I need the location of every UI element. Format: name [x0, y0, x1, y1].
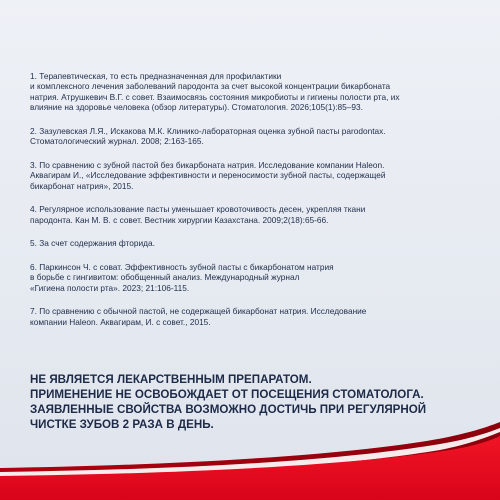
footnote-line: 3. По сравнению с зубной пастой без бикарбоната натрия. Исследование компании Haleon.: [30, 159, 385, 170]
footnote-3: [30, 160, 475, 191]
footnote-line: 4. Регулярное использование пасты уменьшает кровоточивость десен, укрепляя ткани: [30, 204, 366, 215]
footnote-1: [30, 71, 475, 113]
red-wave-decoration: [0, 420, 500, 500]
footnote-4: [30, 204, 475, 225]
footnote-2: [30, 126, 475, 147]
footnote-line: Аквагирам И., «Исследование эффективности и переносимости зубной пасты, содержащей: [30, 170, 386, 181]
footnote-5: [30, 238, 475, 248]
footnote-line: пародонта. Кан М. В. с совет. Вестник хирургии Казахстана. 2009;2(18):65-66.: [30, 214, 329, 225]
footnote-line: в борьбе с гингивитом: обобщенный анализ. Международный журнал: [30, 272, 300, 283]
disclaimer-line: НЕ ЯВЛЯЕТСЯ ЛЕКАРСТВЕННЫМ ПРЕПАРАТОМ.: [30, 373, 312, 386]
footnote-line: Стоматологический журнал. 2008; 2:163-165.: [30, 136, 204, 147]
disclaimer-line: ЧИСТКЕ ЗУБОВ 2 РАЗА В ДЕНЬ.: [30, 418, 214, 431]
footnote-7: [30, 306, 475, 327]
footnote-line: 2. Зазулевская Л.Я., Искакова М.К. Клинико-лабораторная оценка зубной пасты parodontax.: [30, 125, 386, 136]
footnote-line: «Гигиена полости рта». 2023; 21:106-115.: [30, 282, 190, 293]
footnotes-list: [30, 71, 475, 340]
footnote-line: влияние на здоровье человека (обзор литературы). Стоматология. 2026;105(1):85–93.: [30, 102, 363, 113]
footnote-6: [30, 262, 475, 293]
footnote-line: компании Haleon. Аквагирам, И. с совет., 2015.: [30, 316, 211, 327]
footnote-line: натрия. Атрушкевич В.Г. с совет. Взаимосвязь состояния микробиоты и гигиены полости рта, их: [30, 91, 400, 102]
footnote-line: 1. Терапевтическая, то есть предназначенная для профилактики: [30, 71, 282, 81]
footnote-line: 6. Паркинсон Ч. с соват. Эффективность зубной пасты с бикарбонатом натрия: [30, 261, 334, 272]
footnote-line: 5. За счет содержания фторида.: [30, 238, 155, 249]
disclaimer-line: ПРИМЕНЕНИЕ НЕ ОСВОБОЖДАЕТ ОТ ПОСЕЩЕНИЯ СТОМАТОЛОГА.: [30, 388, 424, 401]
disclaimer-line: ЗАЯВЛЕННЫЕ СВОЙСТВА ВОЗМОЖНО ДОСТИЧЬ ПРИ РЕГУЛЯРНОЙ: [30, 403, 427, 416]
footnote-line: бикарбонат натрия», 2015.: [30, 180, 134, 191]
footnote-line: 7. По сравнению с обычной пастой, не содержащей бикарбонат натрия. Исследование: [30, 306, 367, 317]
footnote-line: и комплексного лечения заболеваний пародонта за счет высокой концентрации бикарбоната: [30, 81, 391, 92]
